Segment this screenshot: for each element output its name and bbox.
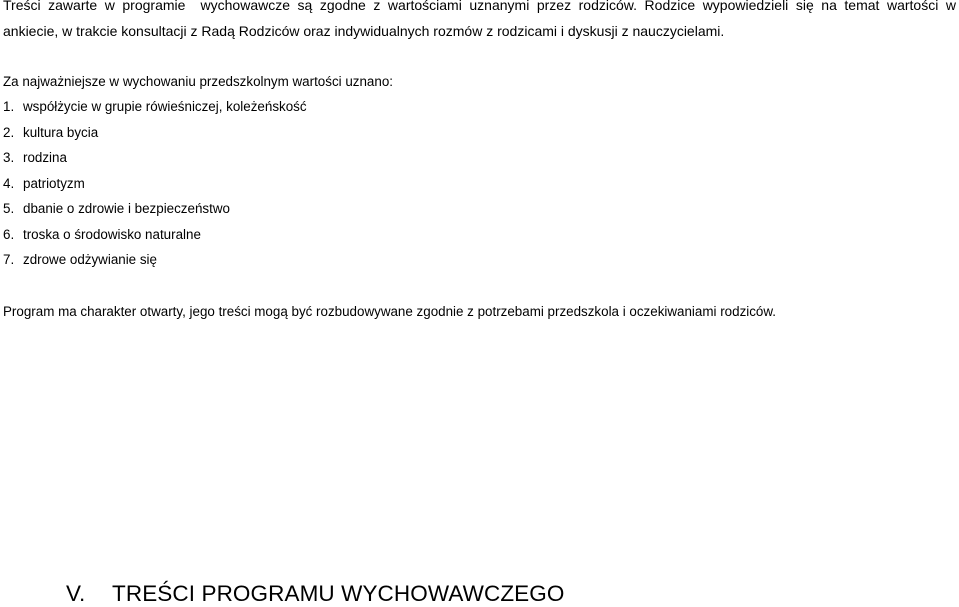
paragraph-line-1 bbox=[3, 0, 956, 14]
list-item bbox=[3, 251, 307, 277]
list-item bbox=[3, 175, 307, 201]
list-item-text: współżycie w grupie rówieśniczej, koleżeńskość bbox=[23, 99, 307, 114]
list-item-number: 2. bbox=[3, 124, 15, 140]
values-intro: Za najważniejsze w wychowaniu przedszkolnym wartości uznano: bbox=[3, 74, 393, 89]
list-item-number: 4. bbox=[3, 175, 15, 191]
list-item bbox=[3, 226, 307, 252]
list-item-text: dbanie o zdrowie i bezpieczeństwo bbox=[23, 201, 230, 216]
list-item-text: zdrowe odżywianie się bbox=[23, 252, 157, 267]
list-item-text: rodzina bbox=[23, 150, 67, 165]
list-item-number: 6. bbox=[3, 226, 15, 242]
list-item bbox=[3, 98, 307, 124]
values-list bbox=[3, 98, 307, 277]
paragraph-line-1-text: Treści zawarte w programie wychowawcze są zgodne z wartościami uznanymi przez rodziców. Rodzice wypowiedzieli się na temat wartości w bbox=[3, 0, 956, 13]
list-item-number: 1. bbox=[3, 99, 15, 114]
list-item-text: troska o środowisko naturalne bbox=[23, 226, 201, 242]
section-title: TREŚCI PROGRAMU WYCHOWAWCZEGO bbox=[112, 581, 565, 606]
list-item bbox=[3, 200, 307, 226]
list-item-number: 3. bbox=[3, 150, 15, 165]
paragraph-line-2: ankiecie, w trakcie konsultacji z Radą Rodziców oraz indywidualnych rozmów z rodzicami i dyskusji z nauczycielami. bbox=[3, 23, 725, 39]
list-item bbox=[3, 149, 307, 175]
list-item bbox=[3, 124, 307, 150]
section-number: V. bbox=[66, 581, 86, 606]
list-item-number: 7. bbox=[3, 252, 15, 267]
list-item-text: patriotyzm bbox=[23, 175, 85, 191]
section-heading bbox=[66, 581, 564, 607]
list-item-text: kultura bycia bbox=[23, 124, 99, 140]
program-note: Program ma charakter otwarty, jego treści mogą być rozbudowywane zgodnie z potrzebami przedszkola i oczekiwaniami rodziców. bbox=[3, 304, 777, 319]
list-item-number: 5. bbox=[3, 201, 15, 216]
